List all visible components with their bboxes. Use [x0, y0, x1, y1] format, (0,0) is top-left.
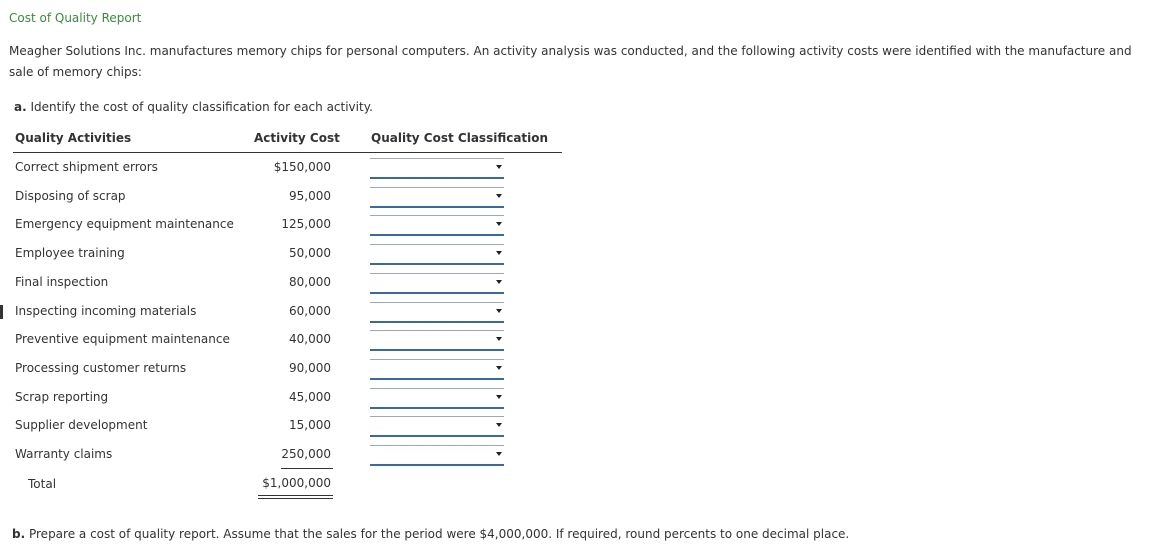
activity-cost: 15,000	[289, 418, 331, 432]
part-b-letter: b.	[12, 527, 26, 541]
dropdown-arrow-icon	[496, 280, 502, 284]
cost-subtotal-rule	[281, 468, 333, 469]
table-row	[0, 244, 600, 264]
classification-dropdown[interactable]	[370, 158, 504, 179]
part-b-text: Prepare a cost of quality report. Assume that the sales for the period were $4,000,000. If required, round percents to one decimal place.	[28, 527, 850, 541]
classification-dropdown[interactable]	[370, 330, 504, 351]
table-row	[0, 445, 600, 465]
classification-dropdown[interactable]	[370, 215, 504, 236]
activity-cost: 90,000	[289, 361, 331, 375]
activity-cost: $150,000	[273, 160, 331, 174]
activity-cost: 45,000	[289, 390, 331, 404]
dropdown-arrow-icon	[496, 337, 502, 341]
activity-cost: 40,000	[289, 332, 331, 346]
part-a-letter: a.	[14, 100, 27, 114]
classification-dropdown[interactable]	[370, 416, 504, 437]
dropdown-arrow-icon	[496, 309, 502, 313]
activity-name: Scrap reporting	[15, 390, 109, 404]
classification-dropdown[interactable]	[370, 244, 504, 265]
table-row	[0, 416, 600, 436]
dropdown-arrow-icon	[496, 222, 502, 226]
table-row	[0, 273, 600, 293]
activity-name: Inspecting incoming materials	[15, 304, 197, 318]
activity-name: Processing customer returns	[15, 361, 187, 375]
activity-cost: 250,000	[281, 447, 331, 461]
activity-cost: 80,000	[289, 275, 331, 289]
total-label: Total	[28, 477, 57, 491]
table-row	[0, 330, 600, 350]
dropdown-arrow-icon	[496, 165, 502, 169]
classification-dropdown[interactable]	[370, 359, 504, 380]
dropdown-arrow-icon	[496, 251, 502, 255]
activity-name: Correct shipment errors	[15, 160, 158, 174]
activity-cost: 125,000	[281, 217, 331, 231]
part-a-text: Identify the cost of quality classification for each activity.	[30, 100, 373, 114]
header-activity-cost: Activity Cost	[254, 131, 340, 145]
page-title: Cost of Quality Report	[9, 11, 142, 25]
classification-dropdown[interactable]	[370, 273, 504, 294]
activity-name: Preventive equipment maintenance	[15, 332, 230, 346]
activity-name: Warranty claims	[15, 447, 113, 461]
dropdown-arrow-icon	[496, 452, 502, 456]
dropdown-arrow-icon	[496, 395, 502, 399]
total-double-underline	[258, 495, 333, 499]
header-quality-activities: Quality Activities	[15, 131, 132, 145]
classification-dropdown[interactable]	[370, 187, 504, 208]
header-divider	[13, 152, 562, 153]
classification-dropdown[interactable]	[370, 388, 504, 409]
part-b-instruction	[12, 527, 849, 541]
activity-name: Disposing of scrap	[15, 189, 126, 203]
dropdown-arrow-icon	[496, 366, 502, 370]
classification-dropdown[interactable]	[370, 302, 504, 323]
activity-name: Emergency equipment maintenance	[15, 217, 234, 231]
table-row	[0, 388, 600, 408]
intro-paragraph: Meagher Solutions Inc. manufactures memory chips for personal computers. An activity analysis was conducted, and the following activity costs were identified with the manufacture and sale of memory chips:	[9, 44, 1132, 79]
table-row	[0, 187, 600, 207]
activity-name: Employee training	[15, 246, 125, 260]
dropdown-arrow-icon	[496, 423, 502, 427]
header-quality-cost-classification: Quality Cost Classification	[371, 131, 549, 145]
table-row	[0, 215, 600, 235]
activity-cost: 95,000	[289, 189, 331, 203]
part-a-instruction	[14, 100, 373, 114]
classification-dropdown[interactable]	[370, 445, 504, 466]
table-row	[0, 359, 600, 379]
activity-cost: 50,000	[289, 246, 331, 260]
activity-cost: 60,000	[289, 304, 331, 318]
activity-name: Supplier development	[15, 418, 148, 432]
dropdown-arrow-icon	[496, 194, 502, 198]
activity-name: Final inspection	[15, 275, 109, 289]
total-value: $1,000,000	[262, 476, 331, 490]
table-row	[0, 302, 600, 322]
table-row	[0, 158, 600, 178]
